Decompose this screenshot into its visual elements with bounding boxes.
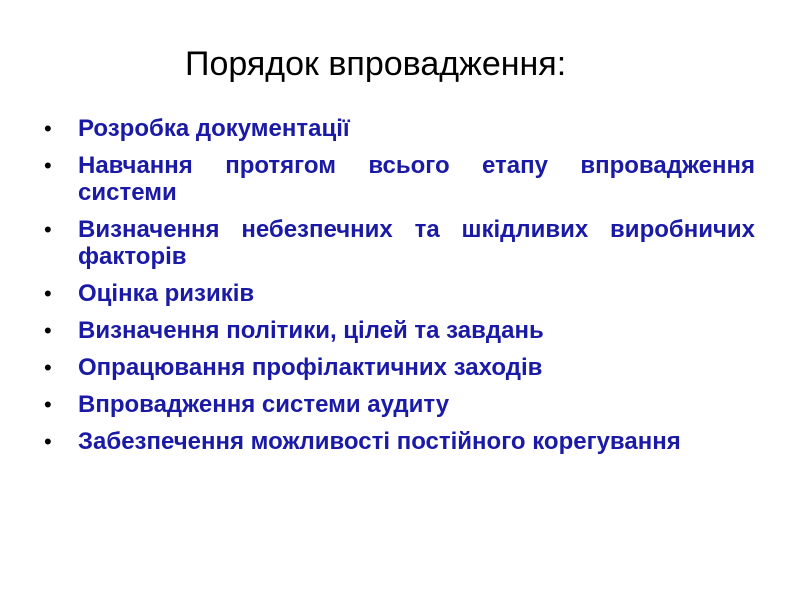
bullet-icon: • xyxy=(44,153,52,178)
list-item xyxy=(40,391,755,418)
list-item xyxy=(40,152,755,206)
list-item-text: Розробка документації xyxy=(78,115,350,142)
list-item xyxy=(40,115,755,142)
list-item-text: Визначення політики, цілей та завдань xyxy=(78,317,544,344)
bullet-icon: • xyxy=(44,392,52,417)
list-item xyxy=(40,354,755,381)
bullet-icon: • xyxy=(44,429,52,454)
list-item-text: Забезпечення можливості постійного корегування xyxy=(78,428,681,455)
list-item xyxy=(40,216,755,270)
bullet-icon: • xyxy=(44,116,52,141)
list-item-text: Опрацювання профілактичних заходів xyxy=(78,354,543,381)
list-item xyxy=(40,428,755,455)
list-item xyxy=(40,280,755,307)
bullet-icon: • xyxy=(44,217,52,242)
bullet-list xyxy=(40,115,755,465)
list-item xyxy=(40,317,755,344)
list-item-text: Впровадження системи аудиту xyxy=(78,391,450,418)
bullet-icon: • xyxy=(44,281,52,306)
slide-title: Порядок впровадження: xyxy=(185,45,567,83)
bullet-icon: • xyxy=(44,318,52,343)
list-item-text: Оцінка ризиків xyxy=(78,280,255,307)
list-item-text: Визначення небезпечних та шкідливих виробничих факторів xyxy=(78,216,755,270)
list-item-text: Навчання протягом всього етапу впровадження системи xyxy=(78,152,755,206)
bullet-icon: • xyxy=(44,355,52,380)
